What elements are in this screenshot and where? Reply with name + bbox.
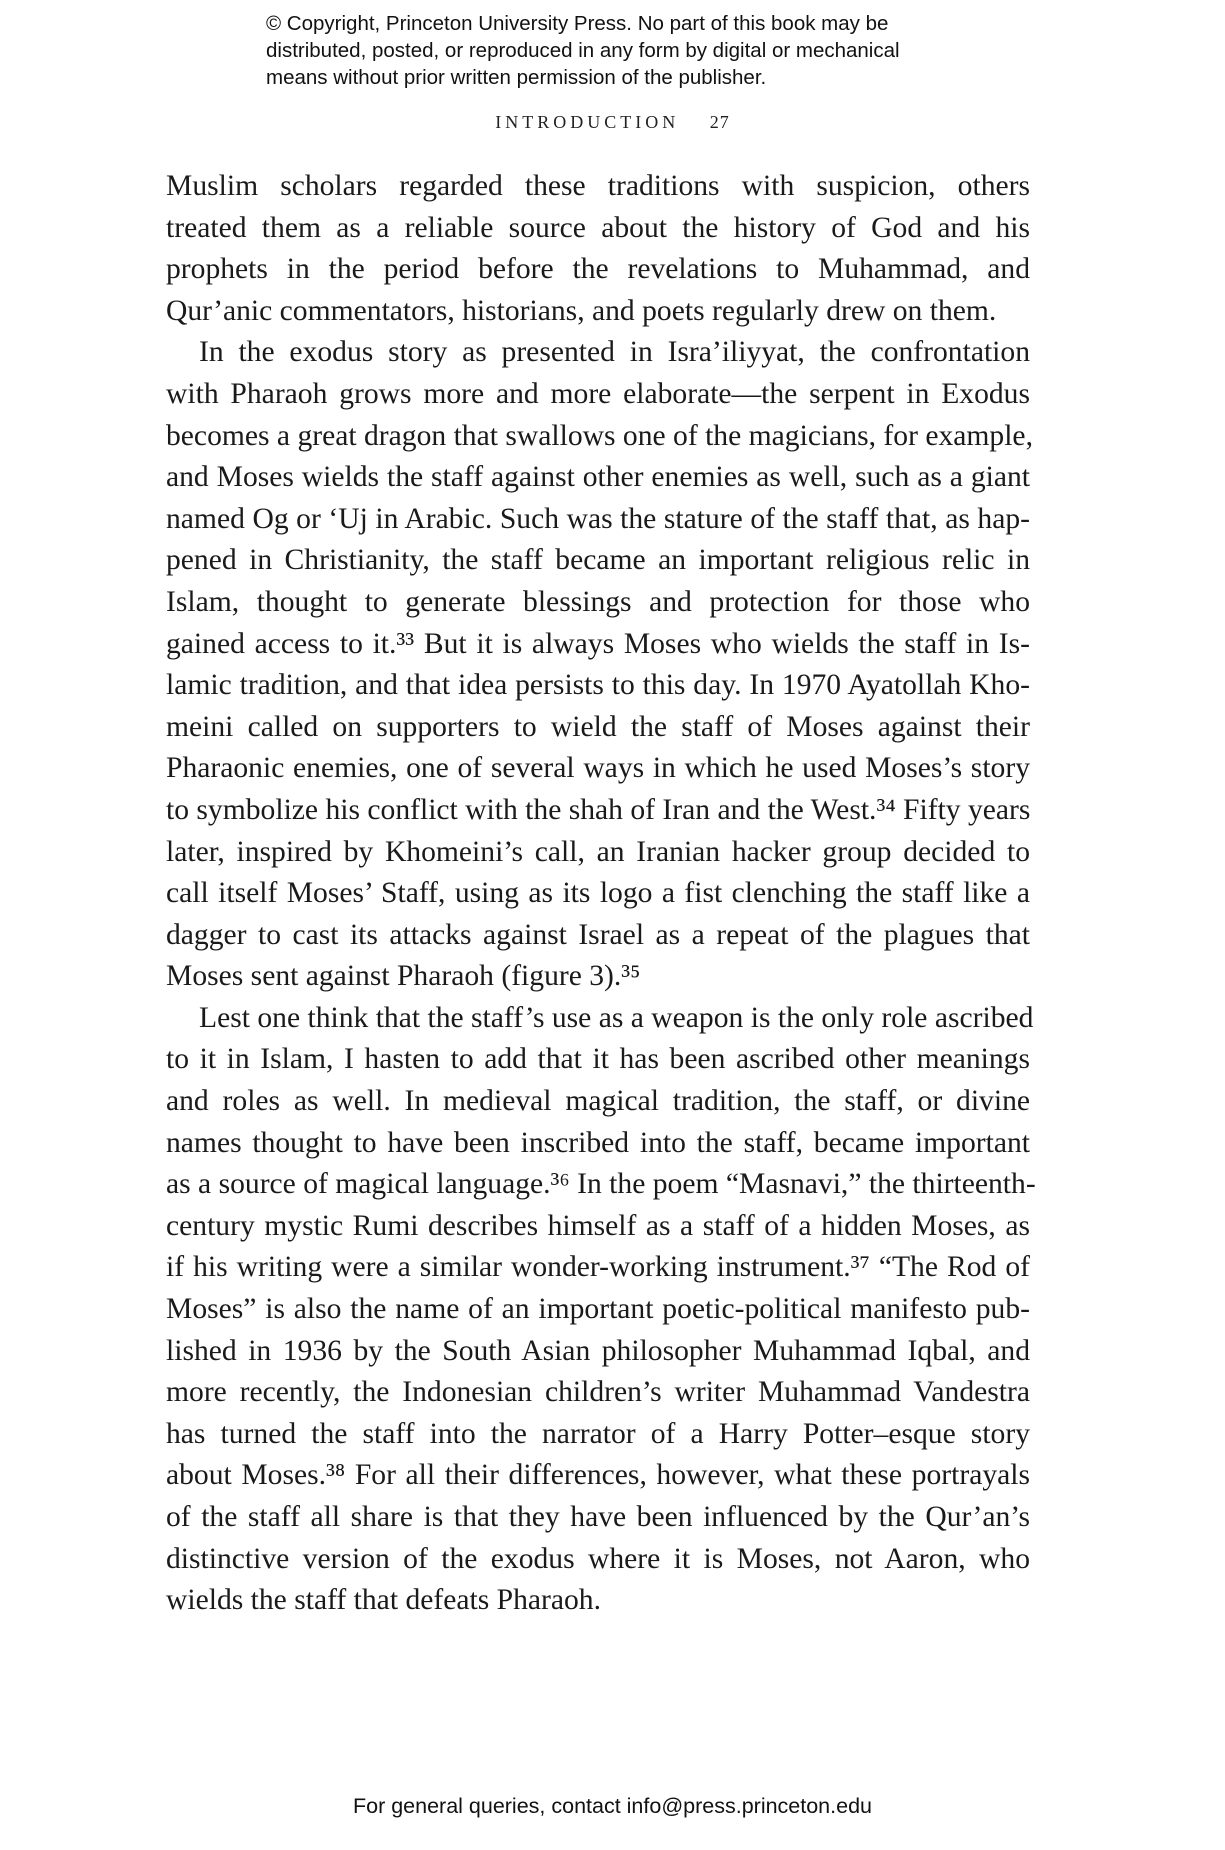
text-line: and Moses wields the staff against other enemies as well, such as a giant — [166, 461, 1030, 494]
text-line: call itself Moses’ Staff, using as its logo a fist clenching the staff like a — [166, 877, 1030, 910]
text-line: lished in 1936 by the South Asian philosopher Muhammad Iqbal, and — [166, 1334, 1030, 1367]
text-line: as a source of magical language.³⁶ In the poem “Masnavi,” the thirteenth- — [166, 1168, 1036, 1201]
text-line: about Moses.³⁸ For all their differences, however, what these portrayals — [166, 1459, 1030, 1492]
copyright-notice — [266, 10, 1026, 91]
text-line: distinctive version of the exodus where it is Moses, not Aaron, who — [166, 1542, 1030, 1575]
text-line: to it in Islam, I hasten to add that it has been ascribed other meanings — [166, 1043, 1030, 1076]
text-line: and roles as well. In medieval magical tradition, the staff, or divine — [166, 1085, 1030, 1118]
text-line: dagger to cast its attacks against Israel as a repeat of the plagues that — [166, 918, 1030, 951]
page-number: 27 — [709, 112, 730, 132]
text-line: named Og or ‘Uj in Arabic. Such was the stature of the staff that, as hap- — [166, 502, 1030, 535]
text-line: Qur’anic commentators, historians, and poets regularly drew on them. — [166, 294, 997, 327]
running-head-title: INTRODUCTION — [495, 112, 680, 132]
text-line: names thought to have been inscribed into the staff, became important — [166, 1126, 1030, 1159]
text-line: treated them as a reliable source about the history of God and his — [166, 211, 1030, 244]
text-line: to symbolize his conflict with the shah of Iran and the West.³⁴ Fifty years — [166, 793, 1031, 826]
body-text — [166, 166, 1036, 1622]
text-line: later, inspired by Khomeini’s call, an Iranian hacker group decided to — [166, 835, 1030, 868]
contact-footer: For general queries, contact info@press.princeton.edu — [352, 1794, 872, 1818]
text-line: Muslim scholars regarded these traditions with suspicion, others — [166, 170, 1030, 202]
text-line: becomes a great dragon that swallows one of the magicians, for example, — [166, 419, 1033, 452]
text-line: if his writing were a similar wonder-working instrument.³⁷ “The Rod of — [166, 1251, 1030, 1284]
text-line: pened in Christianity, the staff became an important religious relic in — [166, 544, 1030, 577]
text-line: Pharaonic enemies, one of several ways in which he used Moses’s story — [166, 752, 1030, 785]
copyright-line: distributed, posted, or reproduced in any form by digital or mechanical — [266, 39, 900, 62]
text-line: Moses sent against Pharaoh (figure 3).³⁵ — [166, 960, 641, 993]
copyright-line: © Copyright, Princeton University Press. No part of this book may be — [266, 12, 889, 35]
text-line: Islam, thought to generate blessings and protection for those who — [166, 585, 1030, 618]
text-line: with Pharaoh grows more and more elaborate—the serpent in Exodus — [166, 377, 1030, 410]
running-head — [0, 112, 1225, 133]
text-line: more recently, the Indonesian children’s writer Muhammad Vandestra — [166, 1376, 1030, 1409]
text-line: Moses” is also the name of an important poetic-political manifesto pub- — [166, 1293, 1030, 1326]
paragraph-first-line: Lest one think that the staff’s use as a weapon is the only role ascribed — [199, 1001, 1034, 1034]
text-line: wields the staff that defeats Pharaoh. — [166, 1584, 602, 1617]
text-line: prophets in the period before the revelations to Muhammad, and — [166, 253, 1030, 286]
text-line: of the staff all share is that they have been influenced by the Qur’an’s — [166, 1501, 1030, 1533]
text-line: meini called on supporters to wield the staff of Moses against their — [166, 710, 1030, 743]
text-line: century mystic Rumi describes himself as a staff of a hidden Moses, as — [166, 1209, 1030, 1242]
text-line: gained access to it.³³ But it is always Moses who wields the staff in Is- — [166, 627, 1030, 660]
text-line: lamic tradition, and that idea persists to this day. In 1970 Ayatollah Kho- — [166, 669, 1030, 702]
text-line: has turned the staff into the narrator of a Harry Potter–esque story — [166, 1417, 1030, 1450]
paragraph-first-line: In the exodus story as presented in Isra’iliyyat, the confrontation — [199, 336, 1030, 369]
copyright-line: means without prior written permission of the publisher. — [266, 66, 767, 89]
